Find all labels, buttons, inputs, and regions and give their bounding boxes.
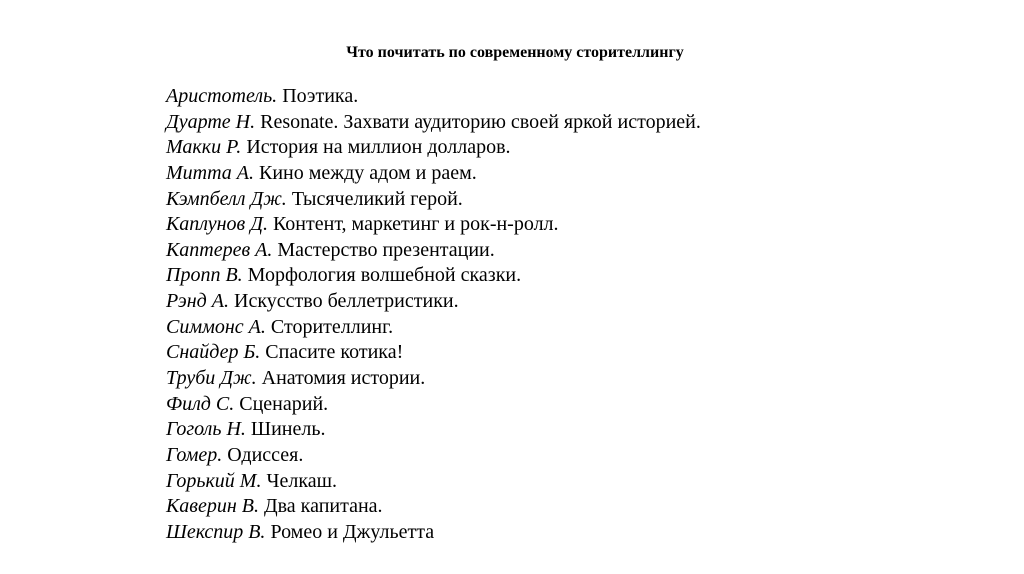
- list-item: [166, 110, 701, 136]
- list-item: [166, 315, 701, 341]
- list-item: [166, 443, 701, 469]
- list-item: [166, 289, 701, 315]
- book-title: История на миллион долларов.: [246, 136, 511, 159]
- book-title: Тысячеликий герой.: [291, 187, 463, 210]
- book-title: Сторителлинг.: [270, 315, 394, 338]
- book-title: Искусство беллетристики.: [234, 290, 459, 313]
- list-item: [166, 340, 701, 366]
- book-title: Кино между адом и раем.: [259, 161, 477, 184]
- list-item: [166, 263, 701, 289]
- list-item: [166, 469, 701, 495]
- book-author: Снайдер Б.: [166, 341, 261, 364]
- list-item: [166, 135, 701, 161]
- book-title: Контент, маркетинг и рок-н-ролл.: [272, 213, 559, 236]
- list-item: [166, 84, 701, 110]
- list-item: [166, 417, 701, 443]
- book-author: Митта А.: [166, 161, 255, 184]
- book-author: Дуарте Н.: [166, 110, 256, 133]
- book-author: Аристотель.: [166, 85, 278, 107]
- book-title: Шинель.: [250, 418, 326, 441]
- book-title: Морфология волшебной сказки.: [247, 264, 522, 287]
- book-author: Каптерев А.: [166, 238, 273, 261]
- list-item: [166, 366, 701, 392]
- book-author: Шекспир В.: [166, 520, 266, 543]
- book-title: Resonate. Захвати аудиторию своей яркой историей.: [260, 110, 701, 133]
- book-title: Спасите котика!: [265, 341, 404, 364]
- book-author: Горький М.: [166, 469, 262, 492]
- list-item: [166, 212, 701, 238]
- page-title: [0, 44, 1024, 62]
- book-author: Пропп В.: [166, 264, 243, 287]
- book-author: Макки Р.: [166, 136, 242, 159]
- reading-list: [166, 84, 701, 546]
- list-item: [166, 494, 701, 520]
- book-author: Рэнд А.: [166, 290, 230, 313]
- book-author: Кэмпбелл Дж.: [166, 187, 287, 210]
- book-title: Ромео и Джульетта: [270, 520, 435, 543]
- list-item: [166, 238, 701, 264]
- book-title: Поэтика.: [282, 85, 359, 107]
- book-title: Анатомия истории.: [261, 367, 426, 390]
- list-item: [166, 161, 701, 187]
- list-item: [166, 392, 701, 418]
- book-author: Филд С.: [166, 392, 235, 415]
- book-title: Два капитана.: [263, 495, 383, 518]
- book-author: Труби Дж.: [166, 367, 257, 390]
- book-author: Каверин В.: [166, 495, 259, 518]
- book-title: Мастерство презентации.: [277, 238, 495, 261]
- book-author: Каплунов Д.: [166, 213, 268, 236]
- book-title: Челкаш.: [266, 469, 338, 492]
- list-item: [166, 187, 701, 213]
- book-title: Сценарий.: [239, 392, 329, 415]
- book-author: Симмонс А.: [166, 315, 266, 338]
- list-item: [166, 520, 701, 546]
- book-title: Одиссея.: [227, 443, 304, 466]
- book-author: Гоголь Н.: [166, 418, 246, 441]
- book-author: Гомер.: [166, 443, 223, 466]
- page-title-text: Что почитать по современному сторителлингу: [346, 44, 684, 61]
